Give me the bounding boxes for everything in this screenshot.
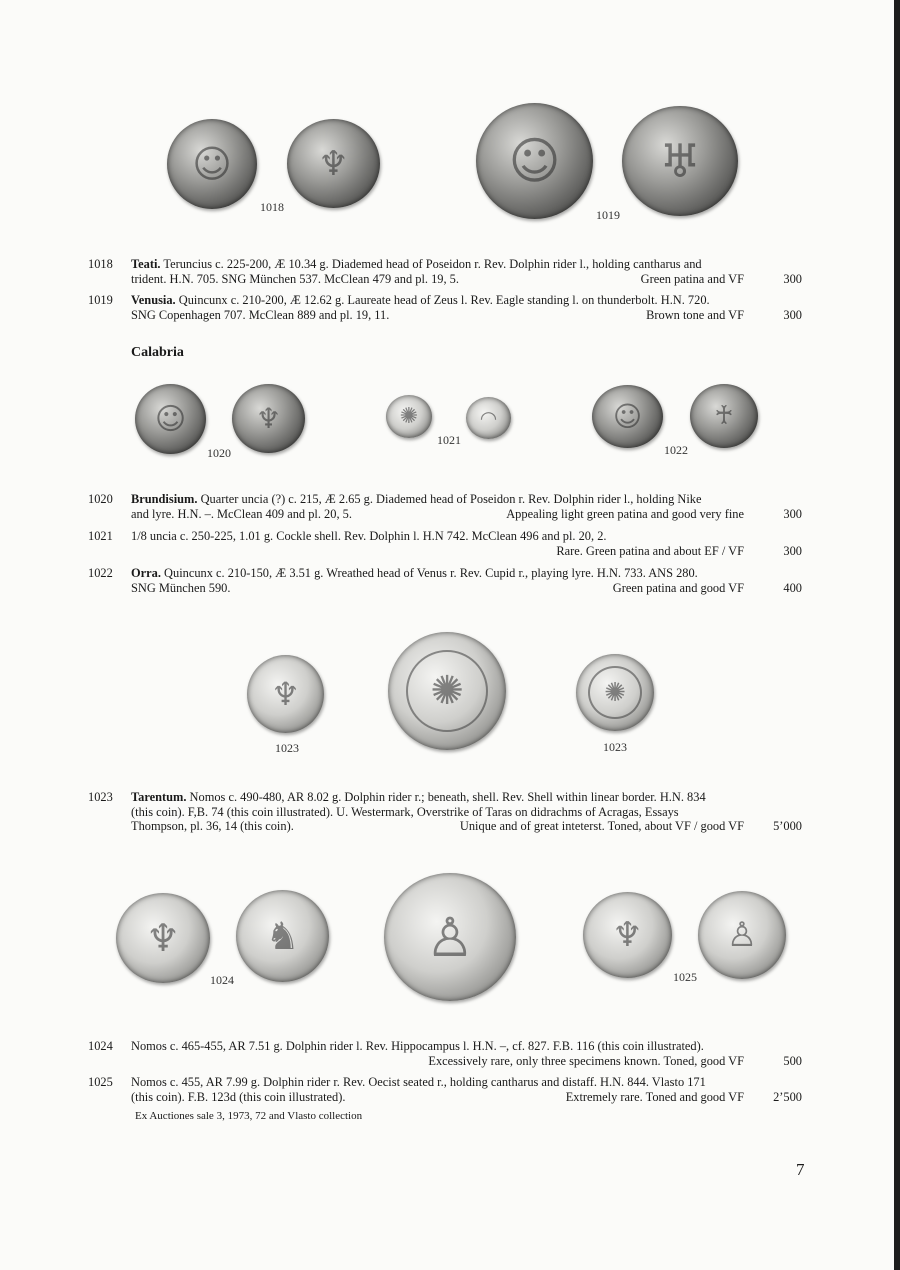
coin-image: [236, 890, 329, 982]
coin-image: [476, 103, 593, 219]
lot-grade: Excessively rare, only three specimens known. Toned, good VF: [428, 1053, 744, 1068]
page-number: 7: [796, 1160, 805, 1179]
scan-edge: [894, 0, 900, 1270]
figure-number: 1019: [596, 208, 620, 222]
lot-text: and lyre. H.N. –. McClean 409 and pl. 20, 5.: [131, 506, 352, 521]
lot-estimate: 300: [783, 271, 802, 286]
lot-estimate: 400: [783, 580, 802, 595]
lot-text: Quarter uncia (?) c. 215, Æ 2.65 g. Diademed head of Poseidon r. Rev. Dolphin rider l., holding Nike: [200, 492, 702, 506]
lot-estimate: 500: [783, 1053, 802, 1068]
eagle-icon: ♅: [659, 134, 701, 188]
lot-text: Thompson, pl. 36, 14 (this coin).: [131, 819, 294, 834]
lot-text: Nomos c. 455, AR 7.99 g. Dolphin rider r. Rev. Oecist seated r., holding cantharus and distaff. H.N. 844. Vlasto 171: [131, 1075, 706, 1089]
lot-description: [131, 293, 802, 322]
head-profile-icon: ☺: [612, 400, 643, 433]
lot-description: [131, 566, 802, 595]
lot-estimate: 5’000: [773, 819, 802, 834]
lot-text: (this coin). F,B. 74 (this coin illustrated). U. Westermark, Overstrike of Taras on didrachms of Acragas, Essays: [131, 804, 679, 819]
dolphin-rider-icon: ♆: [271, 675, 300, 713]
lot-grade: Green patina and good VF: [612, 580, 744, 595]
figure-number: 1023: [275, 741, 299, 755]
lot-estimate: 2’500: [773, 1089, 802, 1104]
coin-image: [386, 395, 432, 438]
coin-image: [135, 384, 206, 454]
shell-icon: ✺: [604, 677, 626, 708]
figure-number: 1023: [603, 740, 627, 754]
lot-text: trident. H.N. 705. SNG München 537. McClean 479 and pl. 19, 5.: [131, 271, 459, 286]
shell-icon: ✺: [399, 404, 419, 429]
lot-description: [131, 492, 802, 521]
lot-grade: Green patina and VF: [640, 271, 744, 286]
coin-image: [384, 873, 516, 1001]
lot-estimate: 300: [783, 307, 802, 322]
lot-text: Quincunx c. 210-200, Æ 12.62 g. Laureate head of Zeus l. Rev. Eagle standing l. on thunderbolt. H.N. 720.: [178, 293, 710, 307]
lot-grade: Rare. Green patina and about EF / VF: [556, 543, 744, 558]
lot-description: [131, 529, 802, 558]
lot-number: 1019: [88, 293, 113, 307]
lot-description: [131, 1075, 802, 1104]
seated-figure-icon: ♙: [425, 905, 475, 969]
lot-number: 1021: [88, 529, 113, 543]
lot-grade: Extremely rare. Toned and good VF: [565, 1089, 744, 1104]
figure-number: 1021: [437, 433, 461, 447]
dolphin-rider-icon: ♆: [612, 915, 643, 955]
lot-description: [131, 790, 802, 834]
lot-number: 1024: [88, 1039, 113, 1053]
coin-image: [466, 397, 511, 439]
lot-number: 1018: [88, 257, 113, 271]
coin-image: [576, 654, 654, 731]
coin-image: [592, 385, 663, 448]
figure-number: 1020: [207, 446, 231, 460]
head-profile-icon: ☺: [508, 132, 561, 190]
coin-image: [167, 119, 257, 209]
dolphin-rider-icon: ♆: [145, 916, 181, 960]
coin-image: [287, 119, 380, 208]
head-profile-icon: ☺: [192, 142, 232, 186]
lot-text: Nomos c. 465-455, AR 7.51 g. Dolphin rider l. Rev. Hippocampus l. H.N. –, cf. 827. F.B. 116 (this coin illustrated).: [131, 1039, 704, 1053]
section-heading: Calabria: [131, 345, 184, 360]
seated-figure-icon: ♙: [726, 915, 758, 955]
figure-number: 1024: [210, 973, 234, 987]
coin-image: [388, 632, 506, 750]
lot-mint: Brundisium.: [131, 492, 198, 506]
coin-image: [583, 892, 672, 978]
lot-text: 1/8 uncia c. 250-225, 1.01 g. Cockle shell. Rev. Dolphin l. H.N 742. McClean 496 and pl. 20, 2.: [131, 529, 607, 543]
lot-mint: Venusia.: [131, 293, 176, 307]
lot-mint: Teati.: [131, 257, 161, 271]
hippocampus-icon: ♞: [265, 914, 300, 958]
lot-estimate: 300: [783, 543, 802, 558]
lot-text: Nomos c. 490-480, AR 8.02 g. Dolphin rider r.; beneath, shell. Rev. Shell within linear border. H.N. 834: [189, 790, 706, 804]
lot-estimate: 300: [783, 506, 802, 521]
lot-text: (this coin). F.B. 123d (this coin illustrated).: [131, 1089, 346, 1104]
lot-text: Teruncius c. 225-200, Æ 10.34 g. Diademed head of Poseidon r. Rev. Dolphin rider l., holding cantharus and: [163, 257, 702, 271]
coin-image: [116, 893, 210, 983]
dolphin-rider-icon: ♆: [255, 402, 282, 435]
lot-number: 1022: [88, 566, 113, 580]
lot-provenance: Ex Auctiones sale 3, 1973, 72 and Vlasto collection: [135, 1110, 363, 1122]
lot-number: 1025: [88, 1075, 113, 1089]
cupid-icon: ♰: [714, 401, 734, 431]
figure-number: 1022: [664, 443, 688, 457]
shell-icon: ✺: [430, 668, 464, 714]
lot-mint: Tarentum.: [131, 790, 187, 804]
figure-number: 1025: [673, 970, 697, 984]
lot-text: Quincunx c. 210-150, Æ 3.51 g. Wreathed head of Venus r. Rev. Cupid r., playing lyre. H.N. 733. ANS 280.: [164, 566, 698, 580]
coin-image: [698, 891, 786, 979]
lot-text: SNG München 590.: [131, 580, 231, 595]
lot-number: 1023: [88, 790, 113, 804]
lot-grade: Unique and of great inteterst. Toned, about VF / good VF: [459, 819, 744, 834]
lot-number: 1020: [88, 492, 113, 506]
lot-text: SNG Copenhagen 707. McClean 889 and pl. 19, 11.: [131, 307, 390, 322]
dolphin-rider-icon: ♆: [318, 143, 349, 184]
figure-number: 1018: [260, 200, 284, 214]
coin-image: [232, 384, 305, 453]
coin-image: [247, 655, 324, 733]
head-profile-icon: ☺: [154, 401, 187, 437]
lot-description: [131, 257, 802, 286]
lot-grade: Brown tone and VF: [646, 307, 744, 322]
dolphin-icon: ◠: [479, 406, 498, 430]
lot-grade: Appealing light green patina and good very fine: [506, 506, 744, 521]
coin-image: [690, 384, 758, 448]
lot-description: [131, 1039, 802, 1068]
lot-mint: Orra.: [131, 566, 161, 580]
coin-image: [622, 106, 738, 216]
